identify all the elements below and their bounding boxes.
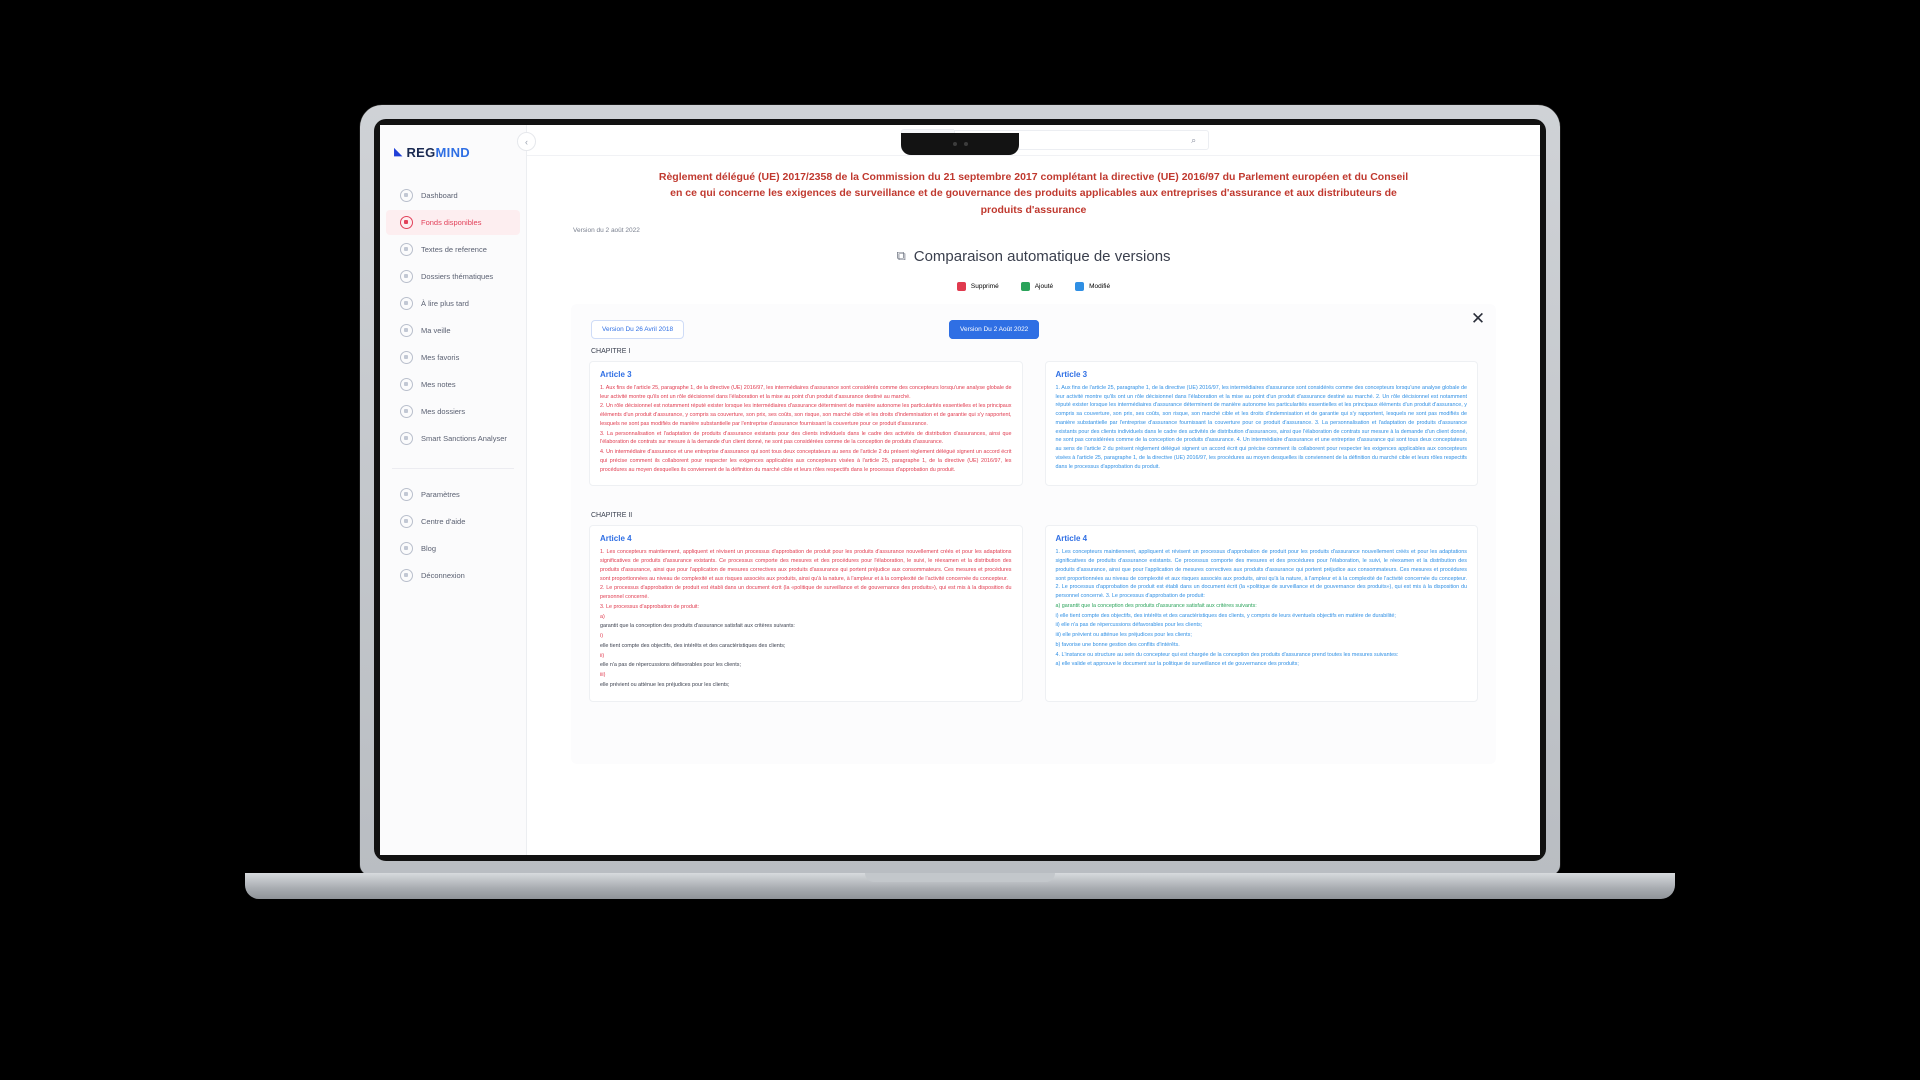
diff-paragraph-deleted: iii) xyxy=(600,672,606,679)
comparison-card-left xyxy=(589,361,1023,487)
diff-paragraph-deleted: 4. Un intermédiaire d'assurance et une entreprise d'assurance qui sont tous deux conceptateurs au sens de l'article 2 du présent règlement délégué signent un accord écrit qui précise comment ils collaborent pour respecter les exigences applicables aux concepteurs visées à l'article 25, paragraphe 1, de la directive (UE) 2016/97, les procédures au moyen desquelles ils conviennent de la définition du marché cible et leurs rôles respectifs dans le processus d'approbation du produit. xyxy=(600,449,1012,473)
sidebar-item-textes-de-reference[interactable] xyxy=(386,237,520,262)
content-scroll-area xyxy=(527,155,1540,855)
comparison-columns xyxy=(589,361,1478,487)
sidebar-item-dossiers-thematiques[interactable] xyxy=(386,264,520,289)
block-spacer xyxy=(589,486,1478,500)
sidebar-item-label: Dashboard xyxy=(421,191,458,200)
diff-paragraph-unchanged: garantit que la conception des produits d'assurance satisfait aux critères suivants: xyxy=(600,623,795,630)
eye-icon xyxy=(400,324,413,337)
diff-paragraph-modified: 1. Les concepteurs maintiennent, appliquent et révisent un processus d'approbation de produit pour les produits d'assurance nouvellement créés et pour les adaptations significatives de produits d'assurance existants. Ce processus comporte des mesures et des procédures pour l'élaboration, le suivi, le réexamen et la distribution des produits d'assurance, ainsi que pour l'application de mesures correctives aux produits d'assurance qui portent préjudice aux consommateurs. Ces mesures et procédures sont proportionnées au niveau de complexité et aux risques associés aux produits, ainsi qu'à la nature, à l'ampleur et à la complexité de l'activité concernée du concepteur. 2. Le processus d'approbation de produit est établi dans un document écrit (la «politique de surveillance et de gouvernance des produits»), qui est mis à la disposition du personnel concerné. 3. Le processus d'approbation de produit: xyxy=(1055,549,1467,600)
sidebar-item-blog[interactable] xyxy=(386,536,520,561)
right-version-slot xyxy=(949,318,1039,336)
document-icon xyxy=(400,243,413,256)
diff-paragraph-deleted: 3. Le processus d'approbation de produit: xyxy=(600,603,700,610)
document-title: Règlement délégué (UE) 2017/2358 de la Commission du 21 septembre 2017 complétant la directive (UE) 2016/97 du Parlement européen et du Conseil en ce qui concerne les exigences de surveillance et de gouvernance des produits applicables aux entreprises d'assurance et aux distributeurs de produits d'assurance xyxy=(658,171,1409,216)
diff-paragraph-modified: 4. L'instance ou structure au sein du concepteur qui est chargée de la conception des produits d'assurance prend toutes les mesures suivantes: xyxy=(1055,651,1399,658)
legend-label: Ajouté xyxy=(1034,282,1054,290)
legend-color-swatch xyxy=(1075,282,1084,291)
document-version-line: Version du 2 août 2022 xyxy=(573,226,640,234)
laptop-notch-foot xyxy=(865,873,1055,882)
legend-item-supprime xyxy=(957,282,999,291)
sidebar-item-label: Mes favoris xyxy=(421,353,460,362)
sidebar-item-label: À lire plus tard xyxy=(421,299,469,308)
article-title: Article 4 xyxy=(600,534,632,544)
sidebar-item-label: Smart Sanctions Analyser xyxy=(421,434,507,443)
webcam-notch xyxy=(901,133,1019,155)
legend-item-modifie xyxy=(1075,282,1110,291)
diff-paragraph-unchanged: elle tient compte des objectifs, des intérêts et des caractéristiques des clients; xyxy=(600,642,786,649)
sidebar-item-label: Déconnexion xyxy=(421,571,465,580)
note-icon xyxy=(400,378,413,391)
diff-paragraph-modified: ii) elle n'a pas de répercussions défavorables pour les clients; xyxy=(1055,622,1203,629)
chapter-label: CHAPITRE I xyxy=(591,347,631,355)
comparison-columns xyxy=(589,525,1478,701)
comparison-card-right xyxy=(1045,361,1479,487)
sidebar-item-mes-notes[interactable] xyxy=(386,372,520,397)
diff-paragraph-deleted: a) xyxy=(600,613,605,620)
close-icon[interactable]: ✕ xyxy=(1470,308,1486,328)
sidebar-item-parametres[interactable] xyxy=(386,482,520,507)
diff-paragraph-unchanged: elle prévient ou atténue les préjudices pour les clients; xyxy=(600,681,730,688)
legend-label: Supprimé xyxy=(970,282,999,290)
legend-label: Modifié xyxy=(1089,282,1111,290)
sidebar-item-label: Textes de reference xyxy=(421,245,487,254)
sidebar-item-label: Blog xyxy=(421,544,437,553)
diff-paragraph-modified: 1. Aux fins de l'article 25, paragraphe 1, de la directive (UE) 2016/97, les intermédiaires d'assurance sont considérés comme des concepteurs lorsqu'une analyse globale de leur activité montre qu'ils ont un rôle décisionnel dans l'élaboration et la mise au point d'un produit d'assurance destiné au marché. 2. Un rôle décisionnel est notamment réputé exister lorsque les intermédiaires d'assurance déterminent de manière autonome les particularités essentielles et les principaux éléments d'un produit d'assurance, y compris sa couverture, son prix, ses coûts, son risque, son marché cible et les droits d'indemnisation et de garantie qui s'y rapportent, lesquels ne sont pas modifiés de manière substantielle par l'entreprise d'assurance fournissant la couverture pour ce produit d'assurance. 3. La personnalisation et l'adaptation de produits d'assurance existants pour des clients individuels dans le cadre des activités de distribution d'assurances, ainsi que l'élaboration de contrats sur mesure à la demande d'un client donné, ne sont pas considérées comme de la conception de produits d'assurance. 4. Un intermédiaire d'assurance et une entreprise d'assurance qui sont tous deux conceptateurs au sens de l'article 2 du présent règlement délégué signent un accord écrit qui précise comment ils collaborent pour respecter les exigences applicables aux concepteurs visées à l'article 25, paragraphe 1, de la directive (UE) 2016/97, les procédures au moyen desquelles ils conviennent de la définition du marché cible et leurs rôles respectifs dans le processus d'approbation du produit. xyxy=(1055,384,1467,470)
comparison-panel xyxy=(571,304,1496,764)
diff-paragraph-modified: a) elle valide et approuve le document sur la politique de surveillance et de gouvernance des produits; xyxy=(1055,661,1299,668)
diff-paragraph-deleted: 2. Le processus d'approbation de produit est établi dans un document écrit (la «politique de surveillance et de gouvernance des produits»), qui est mis à la disposition du personnel concerné. xyxy=(600,585,1012,601)
version-badge-right[interactable]: Version Du 2 Août 2022 xyxy=(949,320,1039,339)
diff-paragraph-deleted: 3. La personnalisation et l'adaptation de produits d'assurance existants pour des clients individuels dans le cadre des activités de distribution d'assurances, ainsi que l'élaboration de contrats sur mesure à la demande d'un client donné, ne sont pas considérées comme de la conception de produits d'assurance. xyxy=(600,430,1012,446)
main-area xyxy=(527,125,1540,855)
sidebar xyxy=(380,125,527,855)
brand-name-part1: REG xyxy=(406,145,436,160)
sidebar-item-ma-veille[interactable] xyxy=(386,318,520,343)
sidebar-item-label: Mes notes xyxy=(421,380,456,389)
article-body-right xyxy=(1056,548,1468,669)
legend-color-swatch xyxy=(957,282,966,291)
sidebar-item-smart-sanctions-analyser[interactable] xyxy=(386,426,520,451)
legend-color-swatch xyxy=(1021,282,1030,291)
article-body-left xyxy=(600,548,1012,689)
diff-paragraph-modified: b) favorise une bonne gestion des conflits d'intérêts. xyxy=(1055,641,1180,648)
folder-icon xyxy=(400,216,413,229)
compare-icon: ⧉ xyxy=(896,248,906,264)
diff-paragraph-deleted: i) xyxy=(600,633,603,640)
folders-icon xyxy=(400,270,413,283)
sidebar-item-label: Paramètres xyxy=(421,490,460,499)
folder-open-icon xyxy=(400,405,413,418)
diff-paragraph-added: a) garantit que la conception des produits d'assurance satisfait aux critères suivants: xyxy=(1055,602,1257,609)
comparison-section-title xyxy=(571,248,1496,265)
sidebar-item-label: Fonds disponibles xyxy=(421,218,482,227)
diff-paragraph-unchanged: elle n'a pas de répercussions défavorables pour les clients; xyxy=(600,662,741,669)
diff-paragraph-deleted: 1. Aux fins de l'article 25, paragraphe 1, de la directive (UE) 2016/97, les intermédiaires d'assurance sont considérés comme des concepteurs lorsqu'une analyse globale de leur activité montre qu'ils ont un rôle décisionnel dans l'élaboration et la mise au point d'un produit d'assurance destiné au marché. xyxy=(600,384,1012,400)
article-title: Article 3 xyxy=(600,369,632,379)
sidebar-item-label: Dossiers thématiques xyxy=(421,272,494,281)
grid-icon xyxy=(400,189,413,202)
clock-icon xyxy=(400,297,413,310)
article-title: Article 4 xyxy=(1055,534,1088,544)
laptop-mockup xyxy=(360,105,1560,880)
comparison-card-right xyxy=(1045,525,1479,701)
diff-paragraph-modified: iii) elle prévient ou atténue les préjudices pour les clients; xyxy=(1055,632,1192,639)
sidebar-item-dashboard[interactable] xyxy=(386,183,520,208)
screen-bezel xyxy=(374,119,1546,861)
sidebar-item-mes-dossiers[interactable] xyxy=(386,399,520,424)
content-fade xyxy=(527,839,1540,855)
sidebar-item-label: Ma veille xyxy=(421,326,451,335)
comparison-section-label: Comparaison automatique de versions xyxy=(913,247,1171,265)
gear-icon xyxy=(400,488,413,501)
diff-paragraph-deleted: ii) xyxy=(600,652,605,659)
laptop-lid xyxy=(360,105,1560,875)
comparison-block xyxy=(589,512,1478,701)
version-badge-left[interactable]: Version Du 26 Avril 2018 xyxy=(591,320,684,339)
shield-icon xyxy=(400,432,413,445)
article-title: Article 3 xyxy=(1055,369,1088,379)
comparison-card-left xyxy=(589,525,1023,701)
sensor-dot xyxy=(964,142,968,146)
brand-logo[interactable] xyxy=(380,141,526,160)
star-icon xyxy=(400,351,413,364)
diff-paragraph-modified: i) elle tient compte des objectifs, des intérêts et des caractéristiques des clients, y compris de leurs éventuels objectifs en matière de durabilité; xyxy=(1055,612,1396,619)
sidebar-item-label: Mes dossiers xyxy=(421,407,466,416)
search-icon[interactable]: ⌕ xyxy=(1191,134,1197,145)
help-icon xyxy=(400,515,413,528)
chapter-label: CHAPITRE II xyxy=(591,512,633,520)
logout-icon xyxy=(400,569,413,582)
sidebar-item-mes-favoris[interactable] xyxy=(386,345,520,370)
version-badges-row xyxy=(589,318,1478,336)
brand-name-part2: MIND xyxy=(435,145,470,160)
sidebar-item-a-lire-plus-tard[interactable] xyxy=(386,291,520,316)
sidebar-divider xyxy=(392,468,514,469)
chevron-left-icon[interactable]: ‹ xyxy=(517,132,536,151)
diff-paragraph-deleted: 2. Un rôle décisionnel est notamment réputé exister lorsque les intermédiaires d'assurance déterminent de manière autonome les particularités essentielles et les principaux éléments d'un produit d'assurance, y compris sa couverture, son prix, ses coûts, son risque, son marché cible et les droits d'indemnisation et de garantie qui s'y rapportent, lesquels ne sont pas modifiés de manière substantielle par l'entreprise d'assurance fournissant la couverture pour ce produit d'assurance. xyxy=(600,403,1012,427)
article-body-right xyxy=(1056,384,1468,472)
logo-mark-icon: ◣ xyxy=(394,146,403,158)
comparison-block xyxy=(589,348,1478,487)
diff-legend xyxy=(571,282,1496,291)
camera-dot xyxy=(953,142,957,146)
article-body-left xyxy=(600,384,1012,475)
sidebar-item-fonds-disponibles[interactable] xyxy=(386,210,520,235)
left-version-slot xyxy=(591,318,921,336)
sidebar-nav xyxy=(380,182,526,589)
sidebar-item-centre-aide[interactable] xyxy=(386,509,520,534)
sidebar-item-deconnexion[interactable] xyxy=(386,563,520,588)
legend-item-ajoute xyxy=(1021,282,1053,291)
app-screen xyxy=(380,125,1540,855)
top-bar xyxy=(527,125,1540,156)
sidebar-item-label: Centre d'aide xyxy=(421,517,466,526)
diff-paragraph-deleted: 1. Les concepteurs maintiennent, appliquent et révisent un processus d'approbation de produit pour les produits d'assurance nouvellement créés et pour les adaptations significatives de produits d'assurance existants. Ce processus comporte des mesures et des procédures pour l'élaboration, le suivi, le réexamen et la distribution des produits d'assurance, ainsi que pour l'application de mesures correctives aux produits d'assurance qui portent préjudice aux consommateurs. Ces mesures et procédures sont proportionnées au niveau de complexité et aux risques associés aux produits, ainsi qu'à la nature, à l'ampleur et à la complexité de l'activité concernée du concepteur. xyxy=(600,549,1012,582)
blog-icon xyxy=(400,542,413,555)
brand-name xyxy=(406,145,470,160)
